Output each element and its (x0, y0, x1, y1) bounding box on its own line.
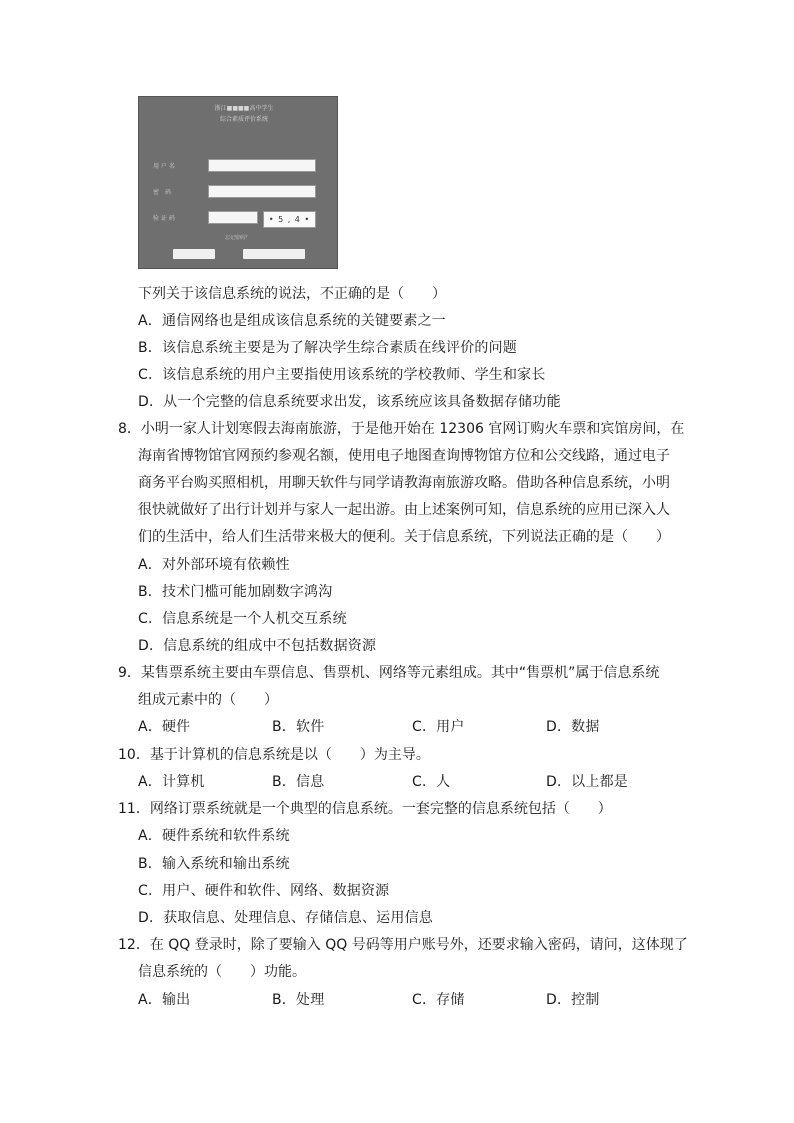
q11-option-b: B．输入系统和输出系统 (138, 856, 290, 872)
login-screenshot-figure (138, 96, 338, 269)
figure-username-input (208, 159, 316, 172)
q12-option-d: D．控制 (546, 992, 600, 1008)
figure-register-button (243, 249, 305, 259)
q8-line-1: 8．小明一家人计划寒假去海南旅游，于是他开始在 12306 官网订购火车票和宾馆房间，在 (118, 421, 685, 437)
figure-label-password: 密 码 (153, 189, 172, 196)
q7-option-d: D．从一个完整的信息系统要求出发，该系统应该具备数据存储功能 (138, 394, 561, 410)
q8-line-2: 海南省博物馆官网预约参观名额，使用电子地图查询博物馆方位和公交线路，通过电子 (138, 448, 670, 464)
figure-login-button (173, 249, 215, 259)
q9-option-b: B．软件 (272, 719, 325, 735)
q10-option-c: C．人 (412, 774, 451, 790)
figure-captcha-input (208, 211, 258, 224)
q12-line-1: 12．在 QQ 登录时，除了要输入 QQ 号码等用户账号外，还要求输入密码，请问，这体现了 (118, 937, 688, 953)
q8-line-3: 商务平台购买照相机，用聊天软件与同学请教海南旅游攻略。借助各种信息系统，小明 (138, 475, 670, 491)
q9-line-2: 组成元素中的（ ） (138, 692, 278, 708)
q8-option-d: D．信息系统的组成中不包括数据资源 (138, 638, 377, 654)
q11-option-d: D．获取信息、处理信息、存储信息、运用信息 (138, 910, 433, 926)
q10-option-b: B．信息 (272, 774, 325, 790)
figure-password-input (208, 185, 316, 198)
q10-option-d: D．以上都是 (546, 774, 628, 790)
q11-option-c: C．用户、硬件和软件、网络、数据资源 (138, 883, 390, 899)
q8-line-5: 们的生活中，给人们生活带来极大的便利。关于信息系统，下列说法正确的是（ ） (138, 529, 670, 545)
q12-option-b: B．处理 (272, 992, 325, 1008)
q9-option-d: D．数据 (546, 719, 600, 735)
figure-title: 浙江■■■■高中学生 综合素质评价系统 (214, 105, 274, 123)
q7-option-a: A．通信网络也是组成该信息系统的关键要素之一 (138, 313, 446, 329)
q12-option-c: C．存储 (412, 992, 465, 1008)
q8-option-b: B．技术门槛可能加剧数字鸿沟 (138, 584, 333, 600)
figure-captcha-image: • 5 , 4 • (263, 211, 316, 228)
figure-label-username: 用 户 名 (153, 163, 175, 170)
q10-option-a: A．计算机 (138, 774, 205, 790)
figure-label-captcha: 验 证 码 (153, 215, 175, 222)
q11-option-a: A．硬件系统和软件系统 (138, 828, 290, 844)
q8-option-a: A．对外部环境有依赖性 (138, 557, 290, 573)
figure-forgot-link: 忘记密码？ (225, 235, 251, 241)
q7-option-c: C．该信息系统的用户主要指使用该系统的学校教师、学生和家长 (138, 367, 546, 383)
q10-line-1: 10．基于计算机的信息系统是以（ ）为主导。 (118, 747, 430, 763)
q11-line-1: 11．网络订票系统就是一个典型的信息系统。一套完整的信息系统包括（ ） (118, 801, 612, 817)
q12-option-a: A．输出 (138, 992, 191, 1008)
q9-option-c: C．用户 (412, 719, 465, 735)
q7-stem: 下列关于该信息系统的说法，不正确的是（ ） (138, 286, 446, 302)
q8-option-c: C．信息系统是一个人机交互系统 (138, 611, 347, 627)
q9-option-a: A．硬件 (138, 719, 191, 735)
q12-line-2: 信息系统的（ ）功能。 (138, 964, 306, 980)
q8-line-4: 很快就做好了出行计划并与家人一起出游。由上述案例可知，信息系统的应用已深入人 (138, 502, 670, 518)
q9-line-1: 9．某售票系统主要由车票信息、售票机、网络等元素组成。其中“售票机”属于信息系统 (118, 665, 660, 681)
q7-option-b: B．该信息系统主要是为了解决学生综合素质在线评价的问题 (138, 340, 518, 356)
